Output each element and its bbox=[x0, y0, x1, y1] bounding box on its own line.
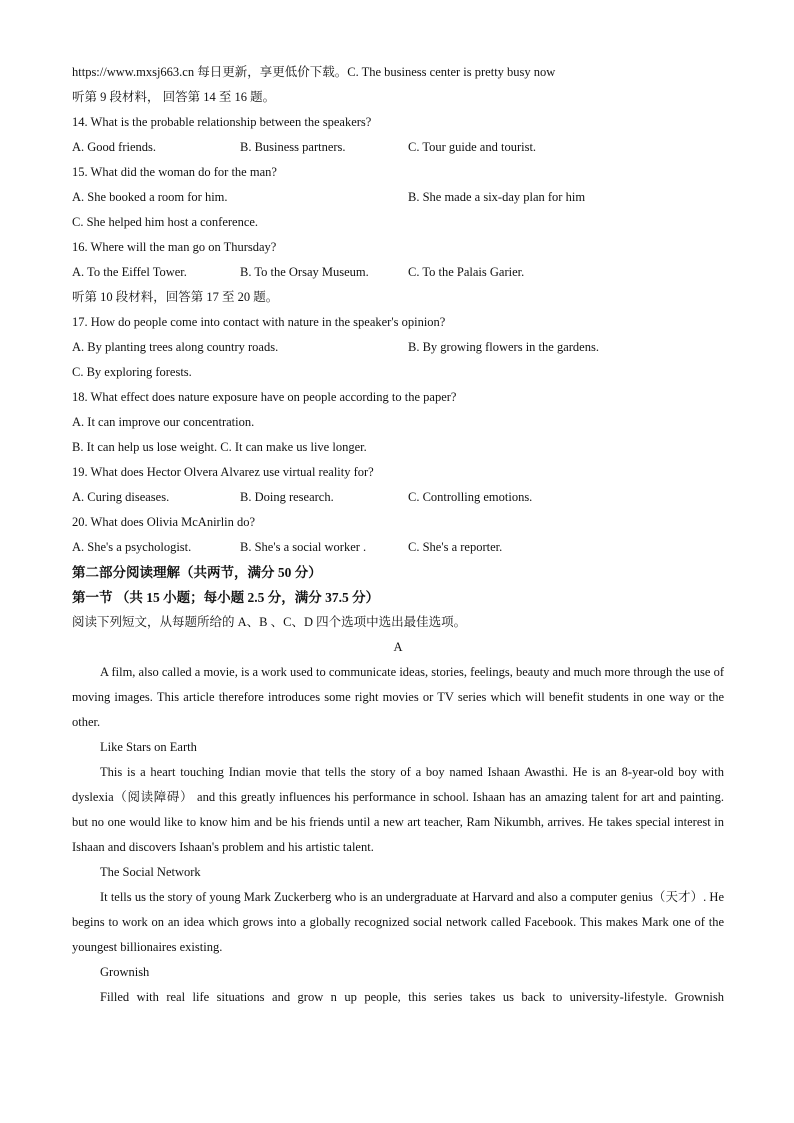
option-b: B. She made a six-day plan for him bbox=[408, 190, 586, 204]
option-a: A. Good friends. bbox=[72, 140, 157, 154]
reading-instruction: 阅读下列短文，从每题所给的 A、B 、C、D 四个选项中选出最佳选项。 bbox=[72, 615, 467, 629]
option-c: C. Controlling emotions. bbox=[408, 490, 533, 504]
movie-description: Filled with real life situations and grow n up people, this series takes us back to university-lifestyle. Grownish bbox=[100, 990, 724, 1004]
option-a: A. Curing diseases. bbox=[72, 490, 170, 504]
option-a: A. By planting trees along country roads. bbox=[72, 340, 279, 354]
question-stem: 17. How do people come into contact with nature in the speaker's opinion? bbox=[72, 315, 446, 329]
option-row bbox=[72, 535, 724, 560]
option-b-c: B. It can help us lose weight. C. It can make us live longer. bbox=[72, 440, 367, 454]
option-row bbox=[72, 135, 724, 160]
option-row bbox=[72, 185, 724, 210]
section1-heading: 第一节 （共 15 小题；每小题 2.5 分，满分 37.5 分） bbox=[72, 590, 380, 605]
movie-title: Like Stars on Earth bbox=[100, 740, 197, 754]
option-c: C. She's a reporter. bbox=[408, 540, 503, 554]
option-a: A. She's a psychologist. bbox=[72, 540, 192, 554]
option-b: B. To the Orsay Museum. bbox=[240, 265, 369, 279]
exam-page bbox=[72, 60, 724, 1010]
movie-title: Grownish bbox=[100, 965, 150, 979]
option-b: B. Doing research. bbox=[240, 490, 334, 504]
movie-title: The Social Network bbox=[100, 865, 201, 879]
passage-label: A bbox=[393, 640, 403, 654]
question-stem: 20. What does Olivia McAnirlin do? bbox=[72, 515, 256, 529]
question-stem: 14. What is the probable relationship between the speakers? bbox=[72, 115, 372, 129]
option-b: B. She's a social worker . bbox=[240, 540, 367, 554]
question-stem: 18. What effect does nature exposure have on people according to the paper? bbox=[72, 390, 457, 404]
header-line: https://www.mxsj663.cn 每日更新，享更低价下载。C. The business center is pretty busy now bbox=[72, 65, 556, 79]
option-c: C. She helped him host a conference. bbox=[72, 215, 259, 229]
option-a: A. It can improve our concentration. bbox=[72, 415, 255, 429]
part2-heading: 第二部分阅读理解（共两节，满分 50 分） bbox=[72, 565, 322, 580]
option-c: C. By exploring forests. bbox=[72, 365, 192, 379]
option-a: A. She booked a room for him. bbox=[72, 190, 228, 204]
movie-description: It tells us the story of young Mark Zuckerberg who is an undergraduate at Harvard and also a computer genius（天才）. He begins to work on an idea which grows into a globally recognized social network called Facebook. This makes Mark one of the youngest billionaires existing. bbox=[72, 890, 724, 954]
option-b: B. By growing flowers in the gardens. bbox=[408, 340, 599, 354]
option-row bbox=[72, 335, 724, 360]
option-a: A. To the Eiffel Tower. bbox=[72, 265, 187, 279]
section-instruction-10: 听第 10 段材料，回答第 17 至 20 题。 bbox=[72, 290, 279, 304]
option-row bbox=[72, 260, 724, 285]
question-stem: 15. What did the woman do for the man? bbox=[72, 165, 277, 179]
question-stem: 16. Where will the man go on Thursday? bbox=[72, 240, 277, 254]
section-instruction-9: 听第 9 段材料， 回答第 14 至 16 题。 bbox=[72, 90, 276, 104]
passage-intro: A film, also called a movie, is a work used to communicate ideas, stories, feelings, beauty and much more through the use of moving images. This article therefore introduces some right movies or TV series which will benefit students in one way or the other. bbox=[72, 665, 724, 729]
option-c: C. To the Palais Garier. bbox=[408, 265, 525, 279]
option-b: B. Business partners. bbox=[240, 140, 346, 154]
question-stem: 19. What does Hector Olvera Alvarez use virtual reality for? bbox=[72, 465, 374, 479]
movie-description: This is a heart touching Indian movie that tells the story of a boy named Ishaan Awasthi. He is an 8-year-old boy with dyslexia（阅读障碍） and this greatly influences his performance in school. Ishaan has an amazing talent for art and painting. but no one would like to know him and be his friends until a new art teacher, Ram Nikumbh, arrives. He takes special interest in Ishaan and discovers Ishaan's problem and his artistic talent. bbox=[72, 765, 724, 854]
option-row bbox=[72, 485, 724, 510]
option-c: C. Tour guide and tourist. bbox=[408, 140, 537, 154]
